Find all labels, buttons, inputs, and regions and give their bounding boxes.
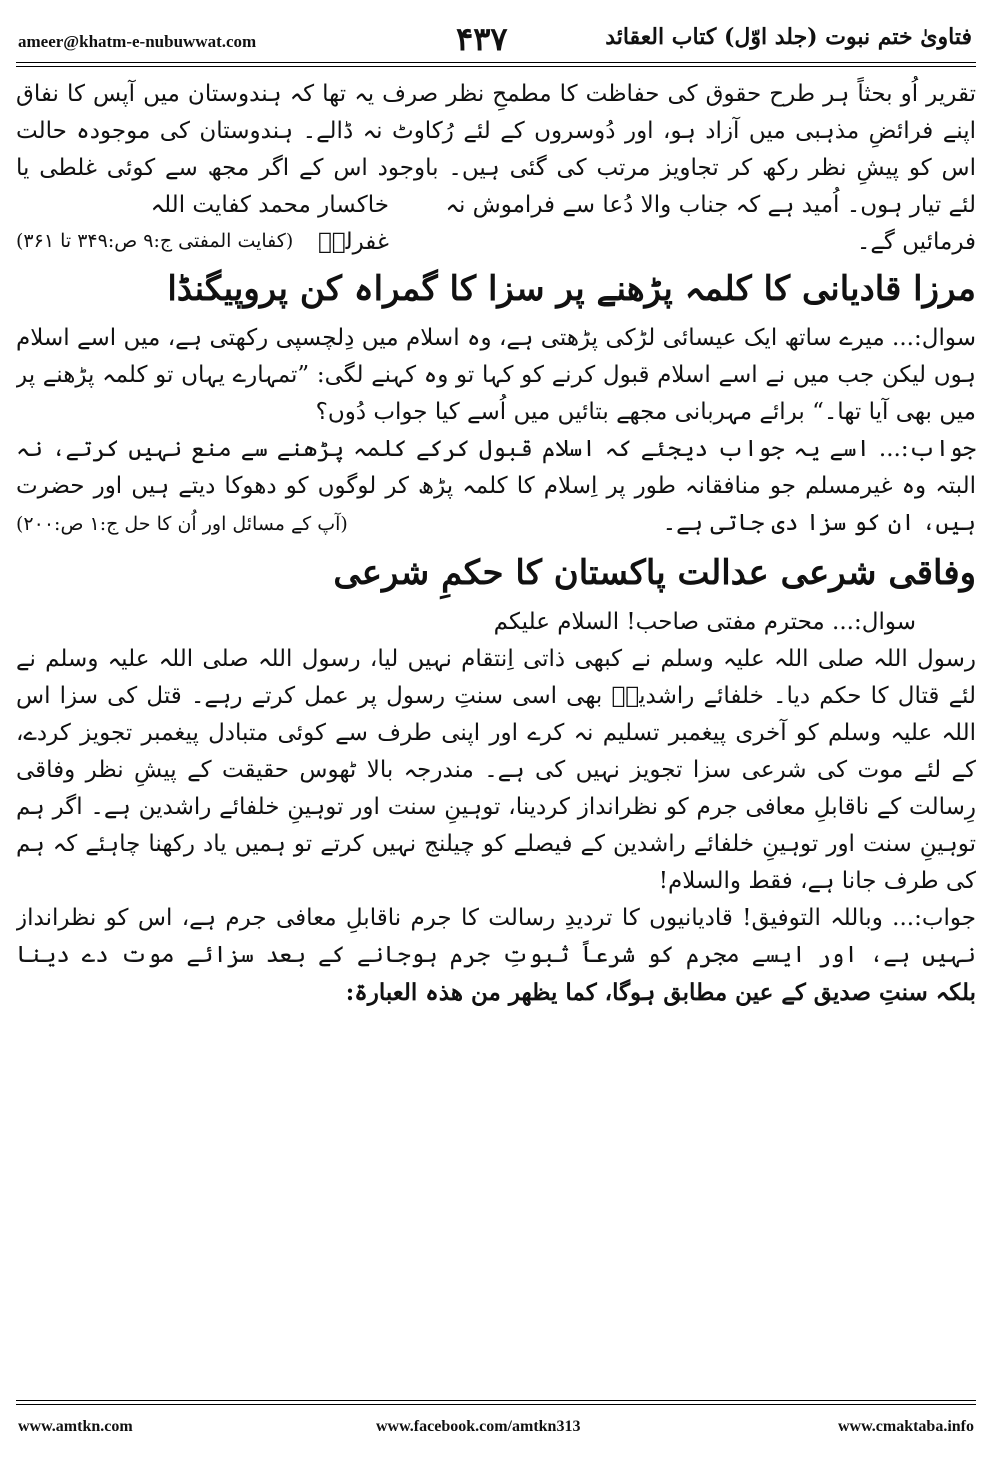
reference-citation: (کفایت المفتی ج:۹ ص:۳۴۹ تا ۳۶۱) (16, 230, 294, 252)
body-line: رسول اللہ صلی اللہ علیہ وسلم نے کبھی ذاتی اِنتقام نہیں لیا، رسول اللہ صلی اللہ علیہ وسلم نے (16, 646, 976, 672)
body-line: ہوں لیکن جب میں نے اسے اسلام قبول کرنے کو کہا تو وہ کہنے لگی: ”تمہارے یہاں تو کلمہ پڑھنے پر (16, 362, 976, 388)
answer-line: نہیں ہے، اور ایسے مجرم کو شرعاً ثبوتِ جرم ہوجانے کے بعد سزائے موت دے دینا (16, 942, 976, 968)
section-heading: مرزا قادیانی کا کلمہ پڑھنے پر سزا کا گمراہ کن پروپیگنڈا (167, 269, 976, 309)
body-line: تقریر اُو بحثاً ہر طرح حقوق کی حفاظت کا مطمحِ نظر صرف یہ تھا کہ ہندوستان میں آپس کا نفاق (16, 81, 976, 107)
page-number: ۴۳۷ (456, 20, 508, 58)
header-email: ameer@khatm-e-nubuwwat.com (18, 32, 257, 51)
page-footer (16, 1418, 976, 1442)
header-rule (16, 62, 976, 67)
body-line: رِسالت کے ناقابلِ معافی جرم کو نظرانداز کردینا، توہینِ سنت اور توہینِ خلفائے راشدین ہے۔ اگر ہم (16, 794, 976, 820)
body-line: اللہ علیہ وسلم کو آخری پیغمبر تسلیم نہ کرے اور اپنی طرف سے کوئی متبادل پیغمبر تجویز کردے، (16, 720, 976, 746)
body-line: سوال:... میرے ساتھ ایک عیسائی لڑکی پڑھتی ہے، وہ اسلام میں دِلچسپی رکھتی ہے، میں اسے اسلام (16, 325, 976, 351)
footer-link-amtkn[interactable]: www.amtkn.com (18, 1418, 133, 1435)
footer-link-facebook[interactable]: www.facebook.com/amtkn313 (376, 1418, 581, 1435)
body-line: جواب:... اسے یہ جواب دیجئے کہ اسلام قبول کرکے کلمہ پڑھنے سے منع نہیں کرتے، نہ (16, 436, 976, 462)
body-line: اپنے فرائضِ مذہبی میں آزاد ہو، اور دُوسروں کے لئے رُکاوٹ نہ ڈالے۔ ہندوستان کی موجودہ حالت (16, 118, 976, 144)
footer-rule (16, 1400, 976, 1405)
page-header (16, 18, 976, 58)
body-line: کے لئے موت کی شرعی سزا تجویز نہیں کی ہے۔ مندرجہ بالا ٹھوس حقیقت کے پیشِ نظر وفاقی (16, 757, 976, 783)
body-line: توہینِ سنت اور توہینِ خلفائے راشدین کے فیصلے کو چیلنج نہیں کرتے تو ہمیں یاد رکھنا چاہئے کہ ہم (16, 831, 976, 857)
body-line: لئے تیار ہوں۔ اُمید ہے کہ جناب والا دُعا سے فراموش نہ فرمائیں گے۔ (445, 192, 976, 255)
signature: خاکسار محمد کفایت اللہ غفرلہٗ (150, 192, 389, 255)
page-body (16, 76, 976, 1394)
reference-citation: (آپ کے مسائل اور اُن کا حل ج:۱ ص:۲۰۰) (16, 513, 348, 535)
footer-link-cmaktaba[interactable]: www.cmaktaba.info (837, 1418, 974, 1435)
book-title: فتاویٰ ختم نبوت (جلد اوّل) کتاب العقائد (605, 24, 972, 50)
body-line: کی طرف جانا ہے، فقط والسلام! (658, 868, 976, 894)
question-salutation: سوال:... محترم مفتی صاحب! السلام علیکم (493, 609, 916, 635)
body-line: لئے قتال کا حکم دیا۔ خلفائے راشدینؓ بھی اسی سنتِ رسول پر عمل کرتے رہے۔ قتل کی سزا اس (16, 683, 976, 709)
body-line: البتہ وہ غیرمسلم جو منافقانہ طور پر اِسلام کا کلمہ پڑھ کر لوگوں کو دھوکا دیتے ہیں اور حضرت (16, 473, 976, 499)
body-line: ہیں، ان کو سزا دی جاتی ہے۔ (662, 510, 976, 536)
section-heading: وفاقی شرعی عدالت پاکستان کا حکمِ شرعی (333, 553, 976, 593)
body-line: اس کو پیشِ نظر رکھ کر تجاویز مرتب کی گئی ہیں۔ باوجود اس کے اگر مجھ سے کوئی غلطی یا (16, 155, 976, 181)
answer-line: جواب:... وباللہ التوفیق! قادیانیوں کا تردیدِ رسالت کا جرم ناقابلِ معافی جرم ہے، اس کو نظرانداز (16, 905, 976, 931)
body-line: میں بھی آیا تھا۔“ برائے مہربانی مجھے بتائیں میں اُسے کیا جواب دُوں؟ (315, 399, 976, 425)
closing-row (16, 505, 976, 542)
answer-line: بلکہ سنتِ صدیق کے عین مطابق ہوگا، کما یظھر من ھذہ العبارۃ: (345, 979, 976, 1006)
